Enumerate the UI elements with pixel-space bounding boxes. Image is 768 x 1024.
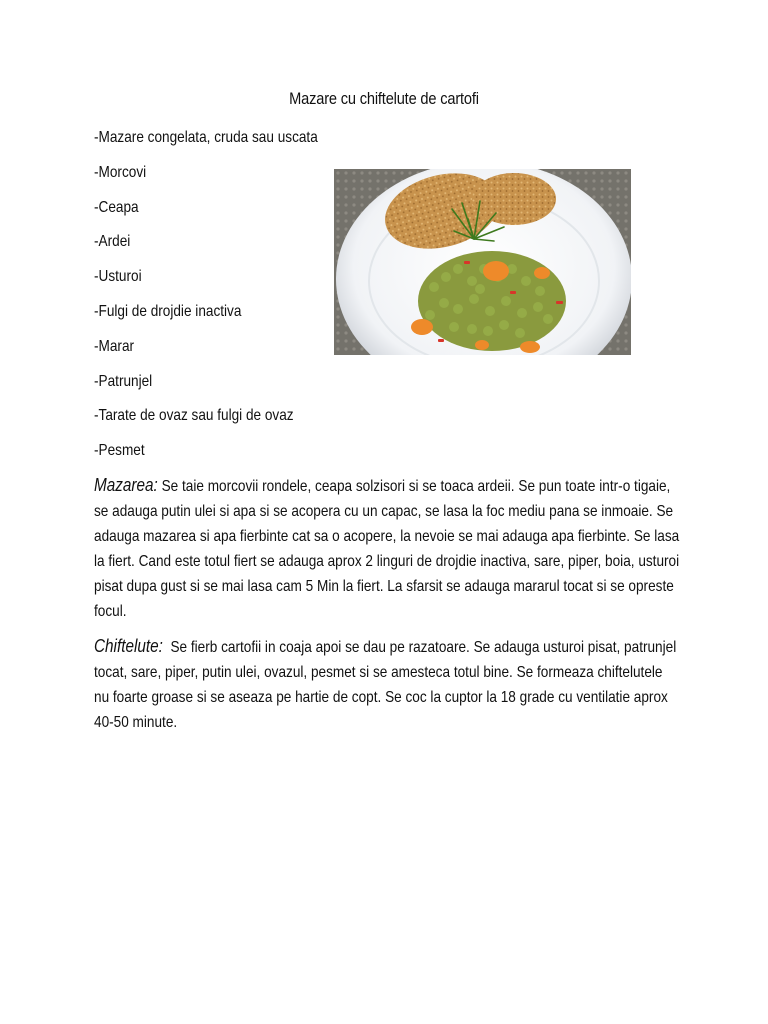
list-item: -Fulgi de drojdie inactiva	[94, 302, 242, 320]
list-item: -Morcovi	[94, 163, 147, 181]
dish-photo	[334, 169, 631, 355]
section-text: Se fierb cartofii in coaja apoi se dau pe razatoare. Se adauga usturoi pisat, patrunjel tocat, sare, piper, putin ulei, ovazul, pesmet si se amesteca totul bine. Se formeaza chiftelutele nu foarte groase si se aseaza pe hartie de copt. Se coc la cuptor la 18 grade cu ventilatie aprox 40-50 minute.	[94, 639, 677, 731]
list-item: -Usturoi	[94, 268, 142, 286]
list-item: -Pesmet	[94, 442, 145, 460]
section-text: Se taie morcovii rondele, ceapa solzisori si se toaca ardeii. Se pun toate intr-o tigaie, se adauga putin ulei si apa si se acopera cu un capac, se lasa la foc mediu pana se inmoaie. Se adauga mazarea si apa fierbinte cat sa o acopere, la nevoie se mai adauga apa fierbinte. Se lasa la fiert. Cand este totul fiert se adauga aprox 2 linguri de drojdie inactiva, sare, piper, boia, usturoi pisat dupa gust si se mai lasa cam 5 Min la fiert. La sfarsit se adauga mararul tocat si se opreste focul.	[94, 478, 680, 620]
section-heading: Mazarea:	[94, 475, 158, 495]
page-title: Mazare cu chiftelute de cartofi	[289, 89, 479, 108]
instructions-patties	[94, 634, 681, 735]
ingredient-list	[94, 127, 357, 475]
list-item: -Patrunjel	[94, 372, 153, 390]
list-item: -Tarate de ovaz sau fulgi de ovaz	[94, 407, 294, 425]
section-heading: Chiftelute:	[94, 636, 163, 656]
list-item: -Ceapa	[94, 198, 139, 216]
instructions-peas	[94, 473, 681, 624]
list-item: -Mazare congelata, cruda sau uscata	[94, 129, 318, 146]
list-item: -Ardei	[94, 233, 131, 251]
list-item: -Marar	[94, 337, 135, 355]
